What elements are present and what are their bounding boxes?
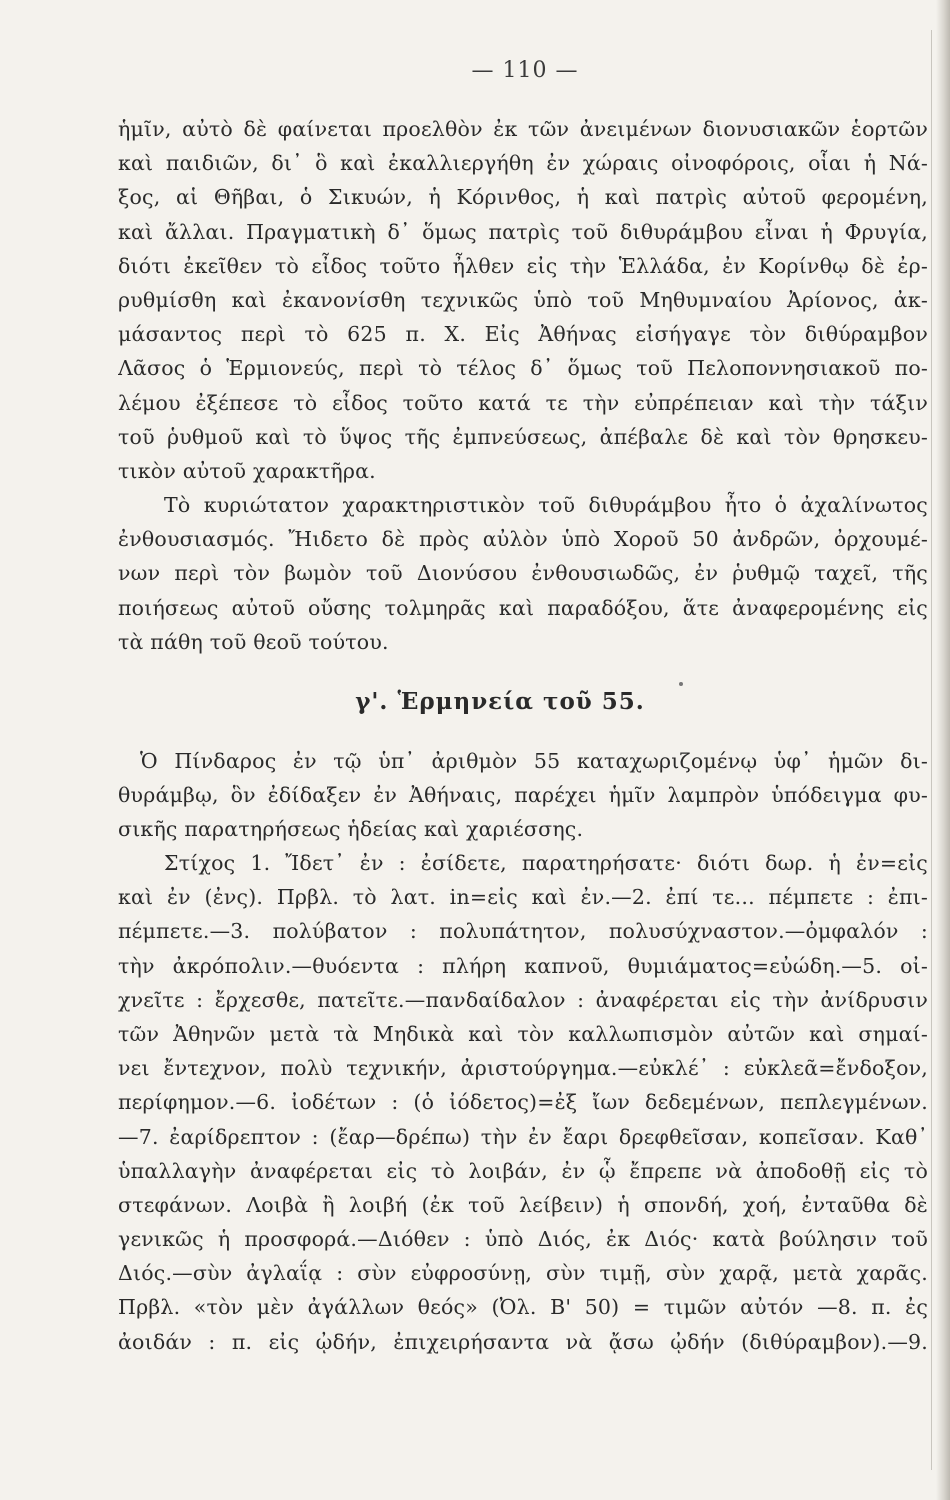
text-line: ἐνθουσιασμός. Ἤιδετο δὲ πρὸς αὐλὸν ὑπὸ Χοροῦ 50 ἀνδρῶν, ὀρχουμέ-: [118, 527, 928, 552]
text-line: νων περὶ τὸν βωμὸν τοῦ Διονύσου ἐνθουσιωδῶς, ἐν ῥυθμῷ ταχεῖ, τῆς: [118, 561, 928, 586]
text-line: χνεῖτε : ἔρχεσθε, πατεῖτε.—πανδαίδαλον : ἀναφέρεται εἰς τὴν ἀνίδρυσιν: [118, 987, 928, 1012]
text-line: ὑπαλλαγὴν ἀναφέρεται εἰς τὸ λοιβάν, ἐν ᾧ ἔπρεπε νὰ ἀποδοθῇ εἰς τὸ: [118, 1158, 928, 1183]
text-line: Λᾶσος ὁ Ἑρμιονεύς, περὶ τὸ τέλος δ᾽ ὅμως τοῦ Πελοποννησιακοῦ πο-: [118, 356, 928, 381]
text-line: περίφημον.—6. ἰοδέτων : (ὁ ἰόδετος)=ἐξ ἴων δεδεμένων, πεπλεγμένων.: [118, 1090, 928, 1115]
text-line: ξος, αἱ Θῆβαι, ὁ Σικυών, ἡ Κόρινθος, ἡ καὶ πατρὶς αὐτοῦ φερομένη,: [118, 185, 928, 210]
text-line: τῶν Ἀθηνῶν μετὰ τὰ Μηδικὰ καὶ τὸν καλλωπισμὸν αὐτῶν καὶ σημαί-: [118, 1021, 928, 1046]
text-line: —7. ἐαρίδρεπτον : (ἔαρ—δρέπω) τὴν ἐν ἔαρι δρεφθεῖσαν, κοπεῖσαν. Καθ᾽: [118, 1124, 928, 1149]
text-line: Ὁ Πίνδαρος ἐν τῷ ὑπ᾽ ἀριθμὸν 55 καταχωριζομένῳ ὑφ᾽ ἡμῶν δι-: [140, 749, 928, 773]
section-heading: γ'. Ἑρμηνεία τοῦ 55.: [355, 688, 645, 715]
text-line: Πρβλ. «τὸν μὲν ἀγάλλων θεός» (Ὀλ. Β' 50) = τιμῶν αὐτόν —8. π. ἐς: [118, 1295, 928, 1320]
text-line: μάσαντος περὶ τὸ 625 π. Χ. Εἰς Ἀθήνας εἰσήγαγε τὸν διθύραμβον: [118, 322, 928, 347]
text-line: ἡμῖν, αὐτὸ δὲ φαίνεται προελθὸν ἐκ τῶν ἀνειμένων διονυσιακῶν ἑορτῶν: [118, 117, 928, 141]
text-line: νει ἔντεχνον, πολὺ τεχνικήν, ἀριστούργημα.—εὐκλέ᾽ : εὐκλεᾶ=ἔνδοξον,: [118, 1056, 928, 1081]
text-line: ποιήσεως αὐτοῦ οὔσης τολμηρᾶς καὶ παραδόξου, ἅτε ἀναφερομένης εἰς: [118, 595, 928, 620]
text-line: πέμπετε.—3. πολύβατον : πολυπάτητον, πολυσύχναστον.—ὀμφαλόν :: [118, 919, 928, 944]
text-line: τὴν ἀκρόπολιν.—θυόεντα : πλήρη καπνοῦ, θυμιάματος=εὐώδη.—5. οἰ-: [118, 953, 928, 978]
text-line: καὶ παιδιῶν, δι᾽ ὃ καὶ ἐκαλλιεργήθη ἐν χώραις οἰνοφόροις, οἷαι ἡ Νά-: [118, 151, 928, 176]
text-line: σικῆς παρατηρήσεως ἡδείας καὶ χαριέσσης.: [118, 817, 584, 842]
text-line: διότι ἐκεῖθεν τὸ εἶδος τοῦτο ἦλθεν εἰς τὴν Ἑλλάδα, ἐν Κορίνθῳ δὲ ἐρ-: [118, 253, 928, 278]
text-line: ἀοιδάν : π. εἰς ᾠδήν, ἐπιχειρήσαντα νὰ ᾄσω ᾠδήν (διθύραμβον).—9.: [118, 1329, 928, 1354]
text-line: καὶ ἐν (ἐνς). Πρβλ. τὸ λατ. in=εἰς καὶ ἐν.—2. ἐπί τε... πέμπετε : ἐπι-: [118, 885, 928, 910]
print-speck: [679, 682, 683, 686]
text-line: τὰ πάθη τοῦ θεοῦ τούτου.: [118, 629, 389, 654]
text-line: Τὸ κυριώτατον χαρακτηριστικὸν τοῦ διθυράμβου ἦτο ὁ ἀχαλίνωτος: [164, 493, 928, 517]
text-line: Στίχος 1. Ἴδετ᾽ ἐν : ἐσίδετε, παρατηρήσατε· διότι δωρ. ἡ ἐν=εἰς: [164, 851, 928, 875]
text-line: Διός.—σὺν ἀγλαΐᾳ : σὺν εὐφροσύνῃ, σὺν τιμῇ, σὺν χαρᾷ, μετὰ χαρᾶς.: [118, 1261, 928, 1286]
text-line: γενικῶς ἡ προσφορά.—Διόθεν : ὑπὸ Διός, ἐκ Διός· κατὰ βούλησιν τοῦ: [118, 1227, 928, 1252]
text-line: θυράμβῳ, ὃν ἐδίδαξεν ἐν Ἀθήναις, παρέχει ἡμῖν λαμπρὸν ὑπόδειγμα φυ-: [118, 783, 928, 808]
text-line: τικὸν αὐτοῦ χαρακτῆρα.: [118, 458, 376, 483]
paragraph-dithyramb-origin: [118, 112, 928, 488]
text-line: λέμου ἐξέπεσε τὸ εἶδος τοῦτο κατά τε τὴν εὐπρέπειαν καὶ τὴν τάξιν: [118, 390, 928, 415]
page-number: — 110 —: [471, 58, 579, 83]
page-edge-line: [931, 30, 932, 1470]
paragraph-dithyramb-character: [118, 488, 928, 659]
paragraph-verse-commentary: [118, 846, 928, 1359]
text-line: καὶ ἄλλαι. Πραγματικὴ δ᾽ ὅμως πατρὶς τοῦ διθυράμβου εἶναι ἡ Φρυγία,: [118, 219, 928, 244]
page-edge-shadow: [936, 0, 950, 1500]
text-line: στεφάνων. Λοιβὰ ἢ λοιβή (ἐκ τοῦ λείβειν) ἡ σπονδή, χοή, ἐνταῦθα δὲ: [118, 1192, 928, 1217]
paragraph-pindar-intro: [118, 744, 928, 847]
text-line: ρυθμίσθη καὶ ἐκανονίσθη τεχνικῶς ὑπὸ τοῦ Μηθυμναίου Ἀρίονος, ἀκ-: [118, 287, 928, 312]
text-line: τοῦ ῥυθμοῦ καὶ τὸ ὕψος τῆς ἐμπνεύσεως, ἀπέβαλε δὲ καὶ τὸν θρησκευ-: [118, 424, 928, 449]
